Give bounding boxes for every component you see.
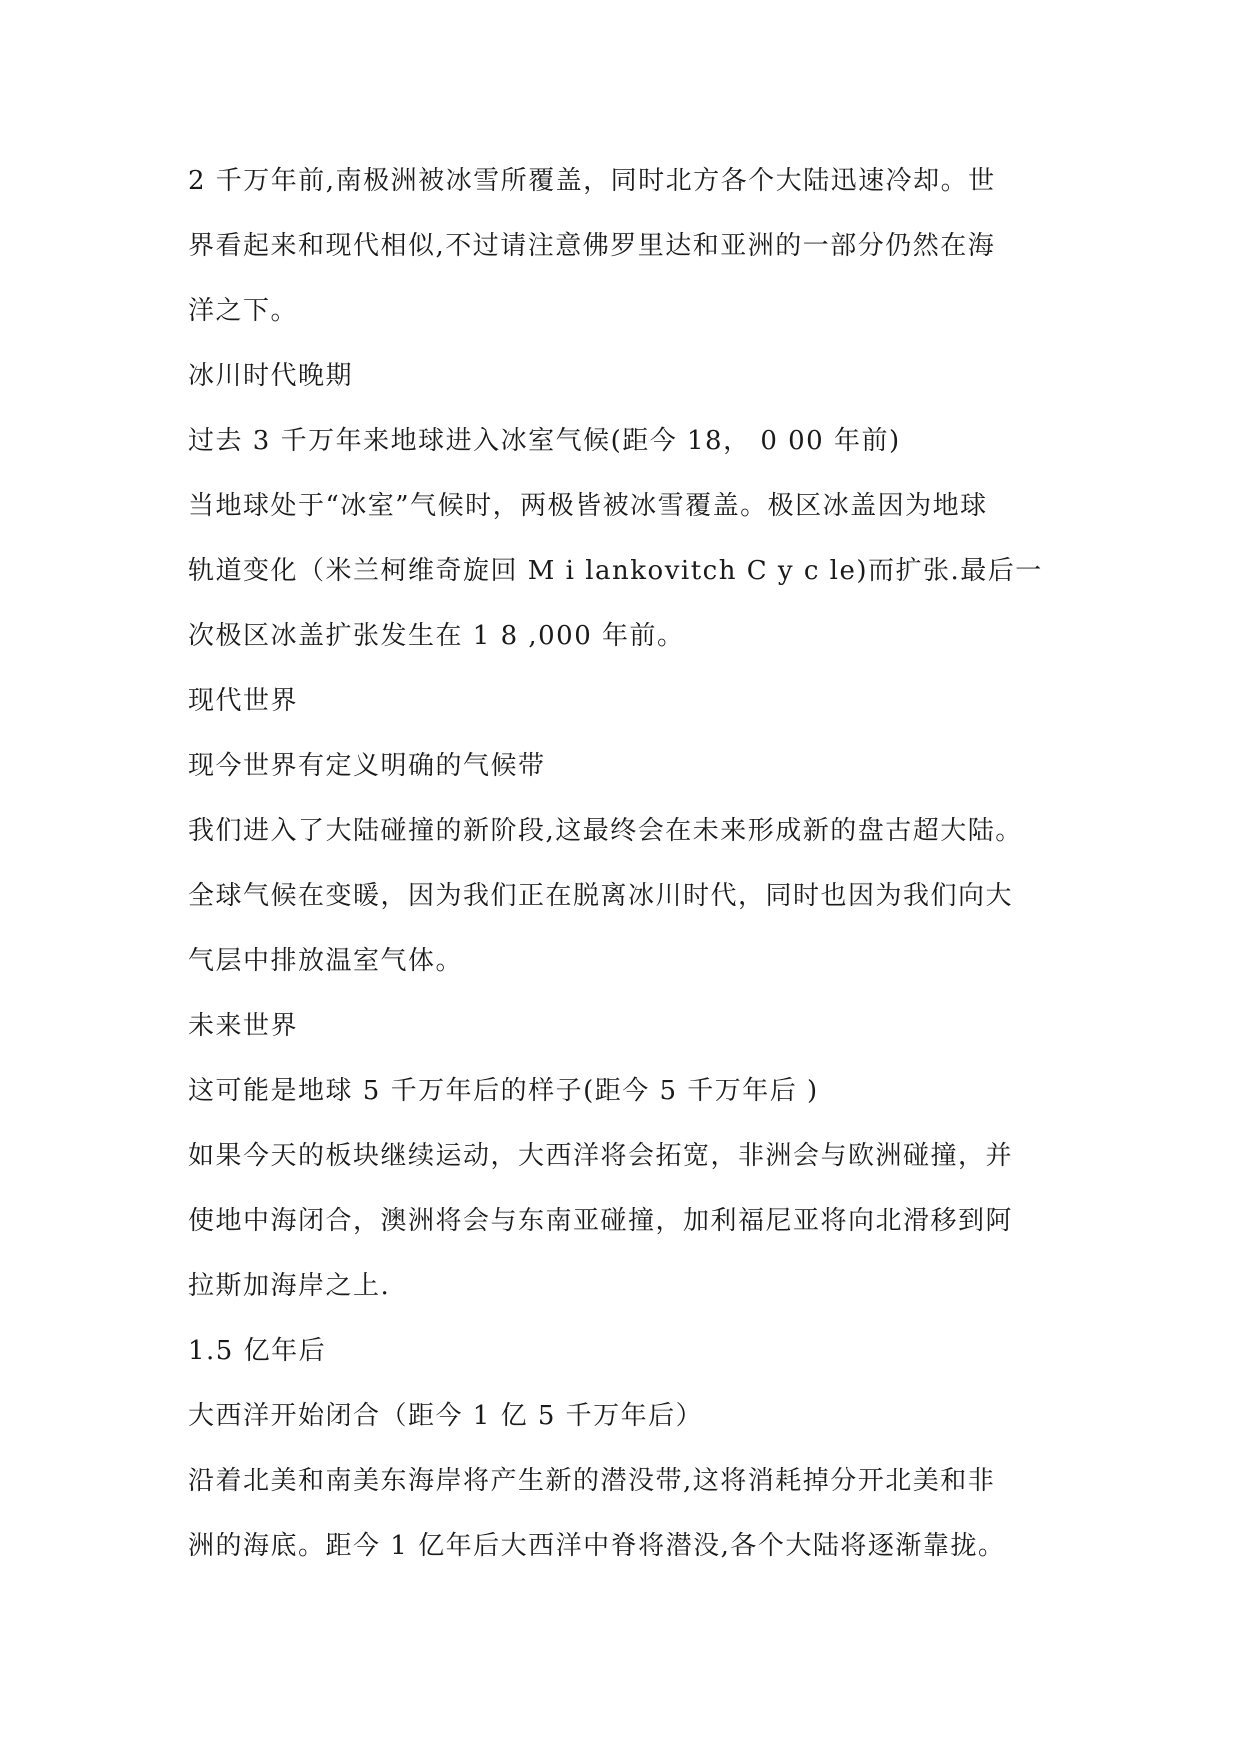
text-line: 拉斯加海岸之上. [188, 1271, 391, 1301]
text-line: 过去 3 千万年来地球进入冰室气候(距今 18， 0 00 年前) [188, 426, 901, 456]
text-line: 气层中排放温室气体。 [188, 946, 464, 976]
section-heading: 冰川时代晚期 [188, 361, 354, 391]
section-heading: 未来世界 [188, 1011, 299, 1041]
section-heading: 1.5 亿年后 [188, 1336, 327, 1366]
text-line: 大西洋开始闭合（距今 1 亿 5 千万年后） [188, 1401, 704, 1431]
text-line: 如果今天的板块继续运动，大西洋将会拓宽，非洲会与欧洲碰撞，并 [188, 1141, 1014, 1171]
text-line: 全球气候在变暖，因为我们正在脱离冰川时代，同时也因为我们向大 [188, 881, 1014, 911]
text-line: 2 千万年前,南极洲被冰雪所覆盖，同时北方各个大陆迅速冷却。世 [188, 166, 996, 196]
text-line: 我们进入了大陆碰撞的新阶段,这最终会在未来形成新的盘古超大陆。 [188, 816, 1023, 846]
text-line: 使地中海闭合，澳洲将会与东南亚碰撞，加利福尼亚将向北滑移到阿 [188, 1206, 1014, 1236]
text-line: 界看起来和现代相似,不过请注意佛罗里达和亚洲的一部分仍然在海 [188, 231, 996, 261]
text-line: 次极区冰盖扩张发生在 1 8 ,000 年前。 [188, 621, 685, 651]
text-line: 洋之下。 [188, 296, 299, 326]
text-line: 洲的海底。距今 1 亿年后大西洋中脊将潜没,各个大陆将逐渐靠拢。 [188, 1531, 1006, 1561]
text-line: 这可能是地球 5 千万年后的样子(距今 5 千万年后 ) [188, 1076, 819, 1106]
text-line: 沿着北美和南美东海岸将产生新的潜没带,这将消耗掉分开北美和非 [188, 1466, 996, 1496]
text-line: 轨道变化（米兰柯维奇旋回 M i lankovitch C y c le)而扩张.最后一 [188, 556, 1043, 586]
document-body [188, 164, 1068, 1594]
text-line: 现今世界有定义明确的气候带 [188, 751, 546, 781]
section-heading: 现代世界 [188, 686, 299, 716]
text-line: 当地球处于“冰室”气候时，两极皆被冰雪覆盖。极区冰盖因为地球 [188, 491, 988, 521]
